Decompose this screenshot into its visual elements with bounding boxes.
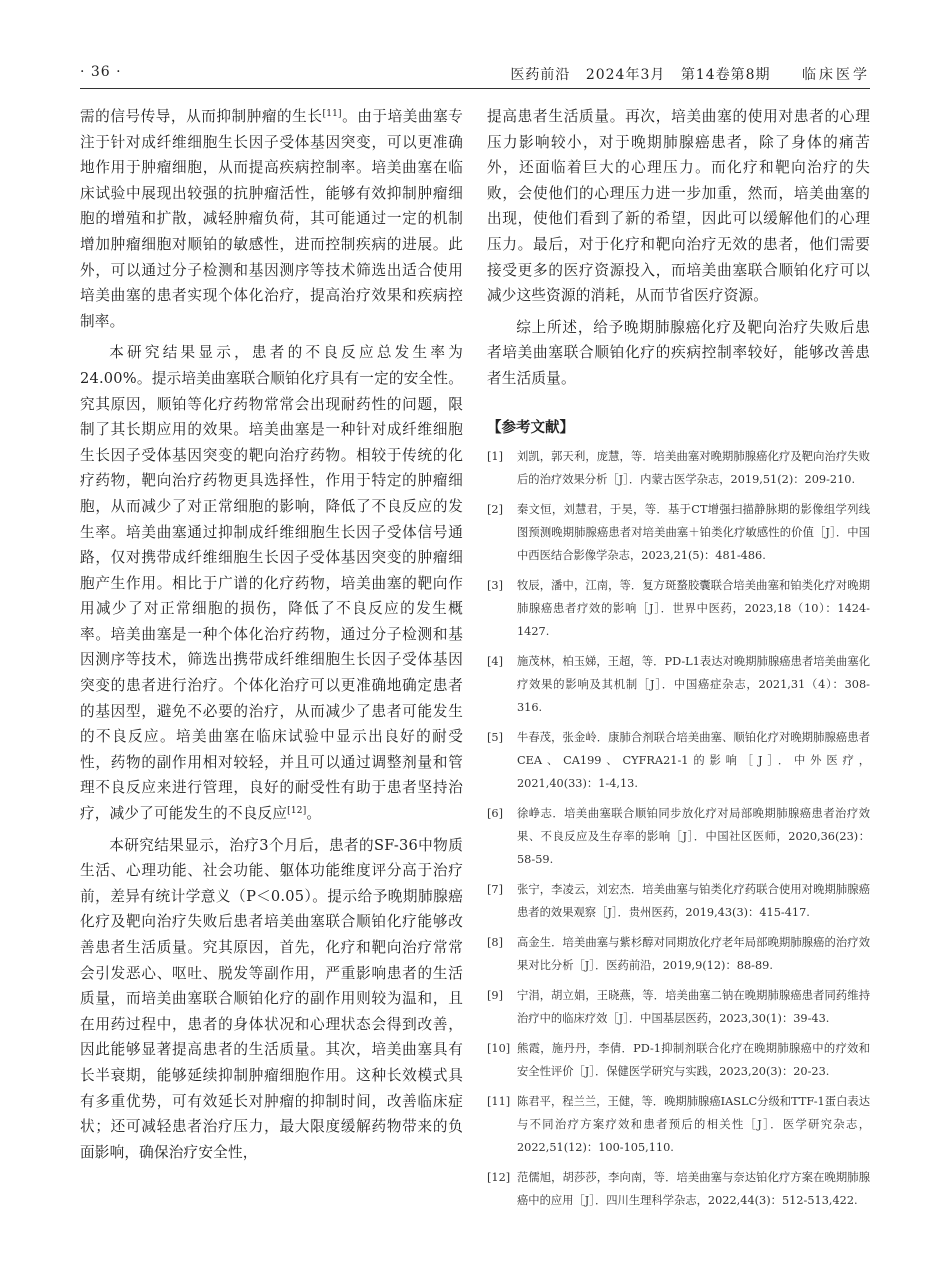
citation: [11] xyxy=(322,109,342,119)
section-name: 临床医学 xyxy=(802,67,870,83)
reference-number: [2] xyxy=(487,502,504,516)
page-header xyxy=(80,62,870,89)
reference-number: [12] xyxy=(487,1170,511,1184)
reference-text: 宁涓，胡立娟，王晓燕，等．培美曲塞二钠在晚期肺腺癌患者同药维持治疗中的临床疗效［J］．中国基层医药，2023,30(1)：39-43. xyxy=(517,988,870,1025)
references-list xyxy=(487,445,870,1212)
reference-text: 陈君平，程兰兰，王健，等．晚期肺腺癌IASLC分级和TTF-1蛋白表达与不同治疗方案疗效和患者预后的相关性［J］．医学研究杂志，2022,51(12)：100-105,110. xyxy=(517,1094,870,1154)
body-paragraph: 本研究结果显示，患者的不良反应总发生率为24.00%。提示培美曲塞联合顺铂化疗具有一定的安全性。究其原因，顺铂等化疗药物常常会出现耐药性的问题，限制了其长期应用的效果。培美曲塞是一种针对成纤维细胞生长因子受体基因突变的靶向治疗药物。相较于传统的化疗药物，靶向治疗药物更具选择性，作用于特定的肿瘤细胞，从而减少了对正常细胞的影响，降低了不良反应的发生率。培美曲塞通过抑制成纤维细胞生长因子受体信号通路，仅对携带成纤维细胞生长因子受体基因突变的肿瘤细胞产生作用。相比于广谱的化疗药物，培美曲塞的靶向作用减少了对正常细胞的损伤，降低了不良反应的发生概率。培美曲塞是一种个体化治疗药物，通过分子检测和基因测序等技术，筛选出携带成纤维细胞生长因子受体基因突变的患者进行治疗。个体化治疗可以更准确地确定患者的基因型，避免不必要的治疗，从而减少了患者可能发生的不良反应。培美曲塞在临床试验中显示出良好的耐受性，药物的副作用相对较轻，并且可以通过调整剂量和管理不良反应来进行管理，良好的耐受性有助于患者坚持治疗，减少了可能发生的不良反应[12]。 xyxy=(80,344,463,823)
conclusion-paragraph: 综上所述，给予晚期肺腺癌化疗及靶向治疗失败后患者培美曲塞联合顺铂化疗的疾病控制率较好，能够改善患者生活质量。 xyxy=(487,318,870,387)
reference-number: [3] xyxy=(487,578,504,592)
issue-date: 2024年3月 xyxy=(585,67,666,83)
reference-item xyxy=(487,1037,870,1083)
reference-text: 范儒旭，胡莎莎，李向南，等．培美曲塞与奈达铂化疗方案在晚期肺腺癌中的应用［J］．四川生理科学杂志，2022,44(3)：512-513,422. xyxy=(517,1170,870,1207)
right-column xyxy=(487,104,870,1219)
body-paragraph: 提高患者生活质量。再次，培美曲塞的使用对患者的心理压力影响较小，对于晚期肺腺癌患者，除了身体的痛苦外，还面临着巨大的心理压力。而化疗和靶向治疗的失败，会使他们的心理压力进一步加重，然而，培美曲塞的出现，使他们看到了新的希望，因此可以缓解他们的心理压力。最后，对于化疗和靶向治疗无效的患者，他们需要接受更多的医疗资源投入，而培美曲塞联合顺铂化疗可以减少这些资源的消耗，从而节省医疗资源。 xyxy=(487,108,870,305)
reference-item xyxy=(487,1166,870,1212)
body-paragraph: 本研究结果显示，治疗3个月后，患者的SF-36中物质生活、心理功能、社会功能、躯体功能维度评分高于治疗前，差异有统计学意义（P＜0.05）。提示给予晚期肺腺癌化疗及靶向治疗失败后患者培美曲塞联合顺铂化疗能够改善患者生活质量。究其原因，首先，化疗和靶向治疗常常会引发恶心、呕吐、脱发等副作用，严重影响患者的生活质量，而培美曲塞联合顺铂化疗的副作用则较为温和，且在用药过程中，患者的身体状况和心理状态会得到改善，因此能够显著提高患者的生活质量。其次，培美曲塞具有长半衰期，能够延续抑制肿瘤细胞作用。这种长效模式具有多重优势，可有效延长对肿瘤的抑制时间，改善临床症状；还可减轻患者治疗压力，最大限度缓解药物带来的负面影响，确保治疗安全性， xyxy=(80,836,463,1161)
reference-text: 熊霞，施丹丹，李倩．PD-1抑制剂联合化疗在晚期肺腺癌中的疗效和安全性评价［J］．保健医学研究与实践，2023,20(3)：20-23. xyxy=(517,1041,870,1078)
reference-item xyxy=(487,1090,870,1159)
reference-text: 施茂林，柏玉娣，王超，等．PD-L1表达对晚期肺腺癌患者培美曲塞化疗效果的影响及其机制［J］．中国癌症杂志，2021,31（4）：308-316. xyxy=(517,654,870,714)
reference-number: [9] xyxy=(487,988,504,1002)
reference-text: 牛春茂，张金岭．康肺合剂联合培美曲塞、顺铂化疗对晚期肺腺癌患者CEA、CA199、CYFRA21-1的影响［J］．中外医疗，2021,40(33)：1-4,13. xyxy=(517,730,870,790)
reference-text: 牧辰，潘中，江南，等．复方斑蝥胶囊联合培美曲塞和铂类化疗对晚期肺腺癌患者疗效的影响［J］．世界中医药，2023,18（10）：1424-1427. xyxy=(517,578,870,638)
reference-item xyxy=(487,498,870,567)
references-heading: 【参考文献】 xyxy=(487,419,574,436)
reference-item xyxy=(487,574,870,643)
journal-name: 医药前沿 xyxy=(510,67,571,83)
reference-number: [4] xyxy=(487,654,504,668)
reference-text: 刘凯，郭天利，庞慧，等．培美曲塞对晚期肺腺癌化疗及靶向治疗失败后的治疗效果分析［J］．内蒙古医学杂志，2019,51(2)：209-210. xyxy=(517,449,870,486)
reference-item xyxy=(487,726,870,795)
reference-text: 高金生．培美曲塞与紫杉醇对同期放化疗老年局部晚期肺腺癌的治疗效果对比分析［J］．医药前沿，2019,9(12)：88-89. xyxy=(517,935,870,972)
body-paragraph: 需的信号传导，从而抑制肿瘤的生长[11]。由于培美曲塞专注于针对成纤维细胞生长因子受体基因突变，可以更准确地作用于肿瘤细胞，从而提高疾病控制率。培美曲塞在临床试验中展现出较强的抗肿瘤活性，能够有效抑制肿瘤细胞的增殖和扩散，减轻肿瘤负荷，其可能通过一定的机制增加肿瘤细胞对顺铂的敏感性，进而控制疾病的进展。此外，可以通过分子检测和基因测序等技术筛选出适合使用培美曲塞的患者实现个体化治疗，提高治疗效果和疾病控制率。 xyxy=(80,108,464,330)
reference-item xyxy=(487,984,870,1030)
volume-issue: 第14卷第8期 xyxy=(680,67,771,83)
reference-text: 张宁，李凌云，刘宏杰．培美曲塞与铂类化疗药联合使用对晚期肺腺癌患者的效果观察［J］．贵州医药，2019,43(3)：415-417. xyxy=(517,882,870,919)
reference-text: 徐峥志．培美曲塞联合顺铂同步放化疗对局部晚期肺腺癌患者治疗效果、不良反应及生存率的影响［J］．中国社区医师，2020,36(23)：58-59. xyxy=(517,806,870,866)
citation: [12] xyxy=(287,806,307,817)
page-number: · 36 · xyxy=(80,64,122,80)
reference-number: [10] xyxy=(487,1041,511,1055)
reference-text: 秦文恒，刘慧君，于昊，等．基于CT增强扫描静脉期的影像组学列线图预测晚期肺腺癌患者对培美曲塞＋铂类化疗敏感性的价值［J］．中国中西医结合影像学杂志，2023,21(5)：481-486. xyxy=(517,502,870,562)
reference-number: [7] xyxy=(487,882,504,896)
left-column xyxy=(80,104,463,1165)
reference-number: [8] xyxy=(487,935,504,949)
reference-item xyxy=(487,878,870,924)
reference-number: [6] xyxy=(487,806,504,820)
reference-item xyxy=(487,650,870,719)
journal-info xyxy=(500,64,870,84)
reference-number: [5] xyxy=(487,730,504,744)
reference-number: [11] xyxy=(487,1094,511,1108)
reference-item xyxy=(487,802,870,871)
reference-item xyxy=(487,445,870,491)
reference-number: [1] xyxy=(487,449,504,463)
reference-item xyxy=(487,931,870,977)
